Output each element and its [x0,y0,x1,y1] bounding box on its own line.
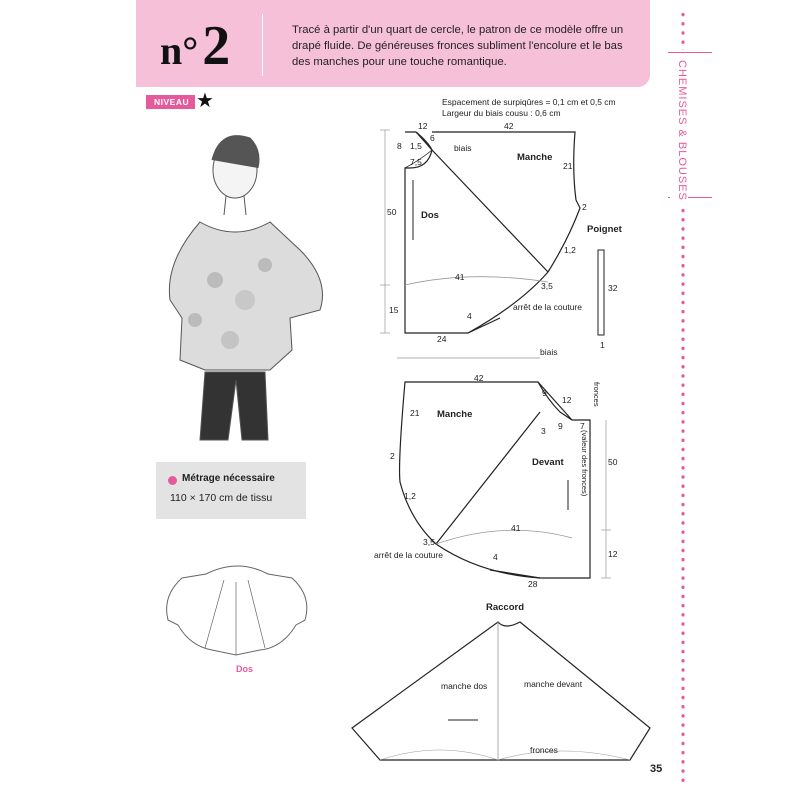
bottom-manche-label: Manche [437,409,473,420]
bottom-devant-label: Devant [532,457,564,468]
model-number-value: 2 [202,15,231,77]
bottom-seam-stop-label: arrêt de la couture [374,550,443,560]
back-sketch [167,566,307,655]
raccord-manche-dos: manche dos [441,681,488,691]
top-dim-41: 41 [455,272,465,282]
top-dim-15: 15 [389,305,399,315]
intro-text: Tracé à partir d'un quart de cercle, le patron de ce modèle offre un drapé fluide. De généreuses fronces subliment l'encolure et le bas des manches pour une touche romantique. [292,24,624,68]
top-dim-50: 50 [387,207,397,217]
pattern-top-dimension-lines [380,130,413,333]
bottom-dim-12: 12 [562,395,572,405]
top-dim-24: 24 [437,334,447,344]
raccord-manche-devant: manche devant [524,679,583,689]
model-illustration [169,136,322,440]
top-seam-stop-label: arrêt de la couture [513,302,582,312]
bottom-dim-50: 50 [608,457,618,467]
top-dim-7-5: 7,5 [410,157,422,167]
top-biais-label: biais [454,143,472,153]
back-sketch-label: Dos [236,664,254,674]
bottom-dim-3-5: 3,5 [423,537,435,547]
page-number: 35 [650,763,663,775]
top-dim-42: 42 [504,121,514,131]
raccord-fronces: fronces [530,745,558,755]
bottom-dim-12b: 12 [608,549,618,559]
bottom-dim-1-2: 1,2 [404,491,416,501]
section-title: CHEMISES & BLOUSES [670,60,688,201]
bottom-dim-4: 4 [493,552,498,562]
topstitch-note: Espacement de surpiqûres = 0,1 cm et 0,5 cm [442,97,616,107]
bottom-dim-28: 28 [528,579,538,589]
model-number-prefix: n° [160,28,199,73]
fabric-requirement-box [156,462,306,519]
bottom-dim-2: 2 [390,451,395,461]
top-dim-4: 4 [467,311,472,321]
top-manche-label: Manche [517,152,553,163]
bottom-fronces-label: fronces [592,382,601,407]
raccord-title: Raccord [486,602,525,613]
top-dim-3-5: 3,5 [541,281,553,291]
top-dim-12: 12 [418,121,428,131]
fabric-requirement-title: Métrage nécessaire [182,473,275,484]
top-dim-8: 8 [397,141,402,151]
bottom-dim-9a: 9 [542,388,547,398]
top-dim-2: 2 [582,202,587,212]
cuff-piece [598,250,604,335]
bottom-dim-3: 3 [541,426,546,436]
cuff-label: Poignet [587,224,622,235]
bias-width-note: Largeur du biais cousu : 0,6 cm [442,108,561,118]
top-dim-21: 21 [563,161,573,171]
level-badge: NIVEAU [146,95,195,109]
top-dim-1-5: 1,5 [410,141,422,151]
cuff-dim-32: 32 [608,283,618,293]
raccord-outline [352,622,650,760]
bottom-dim-42: 42 [474,373,484,383]
pattern-bottom-outline [400,382,590,578]
bottom-dim-21: 21 [410,408,420,418]
top-dim-6: 6 [430,133,435,143]
bottom-dim-9b: 9 [558,421,563,431]
top-dos-label: Dos [421,210,439,221]
fabric-requirement-value: 110 × 170 cm de tissu [170,492,273,504]
bottom-gather-value-label: (valeur des fronces) [580,430,589,497]
bullet-dot-icon [168,476,177,485]
bottom-dim-7: 7 [580,421,585,431]
level-star-icon: ★ [196,90,214,112]
top-dim-1-2: 1,2 [564,245,576,255]
bottom-biais-label: biais [540,347,558,357]
cuff-dim-1: 1 [600,340,605,350]
bottom-dim-41: 41 [511,523,521,533]
